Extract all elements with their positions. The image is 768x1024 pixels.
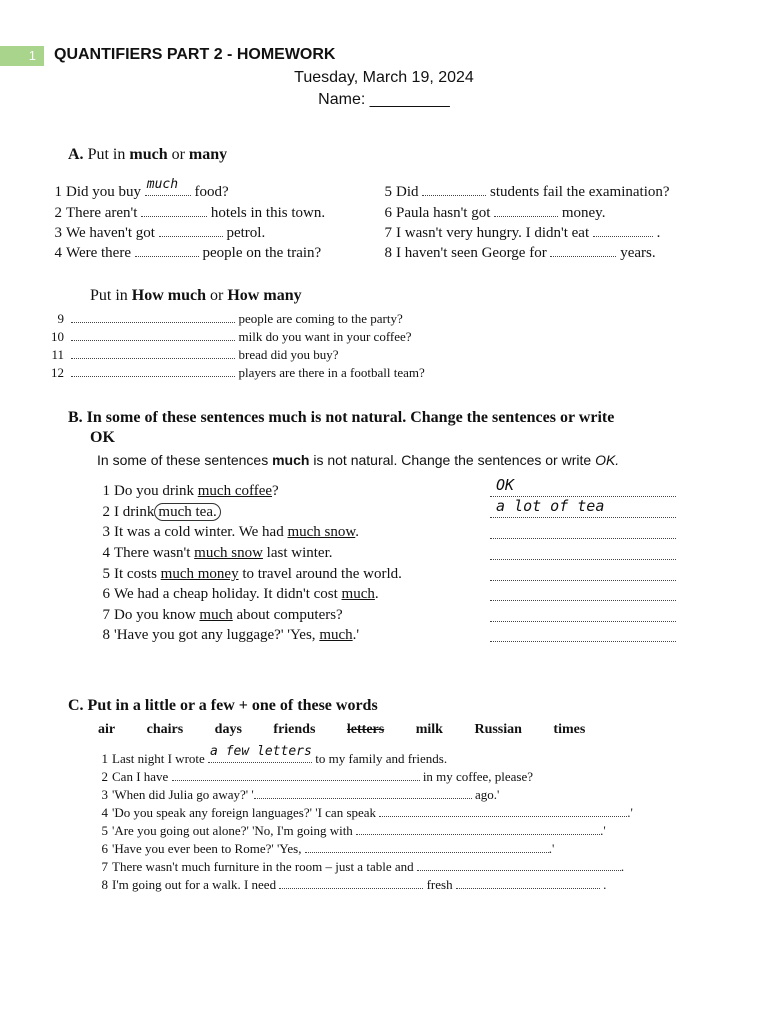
answer-blank[interactable] bbox=[141, 204, 207, 217]
exercise-item-b3: 3 It was a cold winter. We had much snow. bbox=[102, 524, 359, 540]
exercise-item-b8: 8 'Have you got any luggage?' 'Yes, much.' bbox=[102, 627, 360, 643]
answer-line[interactable] bbox=[490, 520, 676, 539]
exercise-item-a10: 10 milk do you want in your coffee? bbox=[51, 329, 412, 344]
word-bank-item: Russian bbox=[474, 722, 522, 737]
exercise-item-b7: 7 Do you know much about computers? bbox=[102, 607, 343, 623]
answer-blank[interactable] bbox=[305, 840, 549, 853]
answer-blank[interactable] bbox=[356, 822, 600, 835]
handwritten-answer: a lot of tea bbox=[496, 497, 605, 515]
exercise-item-b4: 4 There wasn't much snow last winter. bbox=[102, 545, 333, 561]
handwritten-answer: much bbox=[146, 177, 179, 192]
exercise-item-a5: 5 Did students fail the examination? bbox=[384, 184, 670, 200]
answer-blank[interactable] bbox=[71, 328, 235, 341]
answer-blank[interactable] bbox=[456, 876, 600, 889]
exercise-item-c8: 8 I'm going out for a walk. I need fresh . bbox=[101, 877, 607, 892]
answer-blank[interactable] bbox=[422, 183, 486, 196]
exercise-item-a7: 7 I wasn't very hungry. I didn't eat . bbox=[384, 225, 661, 241]
exercise-item-c5: 5 'Are you going out alone?' 'No, I'm going with .' bbox=[101, 823, 606, 838]
answer-blank[interactable] bbox=[172, 768, 420, 781]
answer-line[interactable] bbox=[490, 603, 676, 622]
answer-blank[interactable] bbox=[379, 804, 627, 817]
exercise-item-b1: 1 Do you drink much coffee? bbox=[102, 483, 279, 499]
date-line: Tuesday, March 19, 2024 bbox=[294, 69, 474, 86]
word-bank-item: friends bbox=[273, 722, 316, 737]
section-b-instruction: In some of these sentences much is not natural. Change the sentences or write OK. bbox=[97, 452, 620, 468]
exercise-item-c3: 3 'When did Julia go away?' ' ago.' bbox=[101, 787, 500, 802]
answer-line[interactable] bbox=[490, 499, 676, 518]
exercise-item-a2: 2 There aren't hotels in this town. bbox=[54, 205, 326, 221]
section-c-heading: C. Put in a little or a few + one of these words bbox=[68, 697, 378, 714]
word-bank bbox=[98, 722, 613, 738]
answer-blank[interactable] bbox=[71, 346, 235, 359]
section-b-heading: B. In some of these sentences much is not natural. Change the sentences or write bbox=[68, 409, 615, 426]
answer-line[interactable] bbox=[490, 582, 676, 601]
exercise-item-a8: 8 I haven't seen George for years. bbox=[384, 245, 656, 261]
answer-blank[interactable] bbox=[159, 224, 223, 237]
answer-blank[interactable] bbox=[417, 858, 621, 871]
exercise-item-c1: 1 Last night I wrote a few letters to my family and friends. bbox=[101, 744, 448, 766]
handwritten-answer: a few letters bbox=[210, 744, 312, 759]
answer-blank[interactable] bbox=[279, 876, 423, 889]
section-a-subheading: Put in How much or How many bbox=[90, 287, 302, 304]
exercise-item-a4: 4 Were there people on the train? bbox=[54, 245, 322, 261]
answer-blank[interactable] bbox=[254, 786, 472, 799]
name-line: Name: _________ bbox=[318, 91, 450, 108]
word-bank-item: air bbox=[98, 722, 116, 737]
word-bank-item: milk bbox=[415, 722, 443, 737]
word-bank-item: days bbox=[214, 722, 242, 737]
exercise-item-b6: 6 We had a cheap holiday. It didn't cost much. bbox=[102, 586, 379, 602]
page-number-badge: 1 bbox=[0, 46, 44, 66]
answer-line[interactable] bbox=[490, 623, 676, 642]
exercise-item-a3: 3 We haven't got petrol. bbox=[54, 225, 266, 241]
exercise-item-a11: 11 bread did you buy? bbox=[51, 347, 339, 362]
answer-line[interactable] bbox=[490, 541, 676, 560]
exercise-item-c6: 6 'Have you ever been to Rome?' 'Yes, .' bbox=[101, 841, 555, 856]
word-bank-item-used: letters bbox=[346, 722, 385, 737]
word-bank-item: chairs bbox=[146, 722, 184, 737]
exercise-item-b2: 2 I drink much tea. bbox=[94, 504, 221, 521]
answer-blank[interactable] bbox=[593, 224, 653, 237]
section-b-heading-ok: OK bbox=[90, 429, 115, 446]
exercise-item-c7: 7 There wasn't much furniture in the room – just a table and . bbox=[101, 859, 625, 874]
exercise-item-c2: 2 Can I have in my coffee, please? bbox=[101, 769, 534, 784]
answer-blank[interactable] bbox=[71, 310, 235, 323]
exercise-item-a1: 1 Did you buy much food? bbox=[54, 177, 229, 200]
answer-blank[interactable] bbox=[494, 204, 558, 217]
exercise-item-b5: 5 It costs much money to travel around the world. bbox=[102, 566, 402, 582]
answer-blank[interactable] bbox=[550, 244, 616, 257]
answer-blank[interactable] bbox=[71, 364, 235, 377]
handwritten-answer: OK bbox=[496, 476, 515, 494]
exercise-item-a6: 6 Paula hasn't got money. bbox=[384, 205, 606, 221]
page-title: QUANTIFIERS PART 2 - HOMEWORK bbox=[54, 46, 336, 63]
answer-line[interactable] bbox=[490, 562, 676, 581]
exercise-item-a9: 9 people are coming to the party? bbox=[57, 311, 403, 326]
answer-blank[interactable] bbox=[135, 244, 199, 257]
answer-line[interactable] bbox=[490, 478, 676, 497]
section-a-heading: A. Put in much or many bbox=[68, 146, 228, 163]
exercise-item-a12: 12 players are there in a football team? bbox=[51, 365, 425, 380]
exercise-item-c4: 4 'Do you speak any foreign languages?' 'I can speak .' bbox=[101, 805, 633, 820]
word-bank-item: times bbox=[553, 722, 586, 737]
